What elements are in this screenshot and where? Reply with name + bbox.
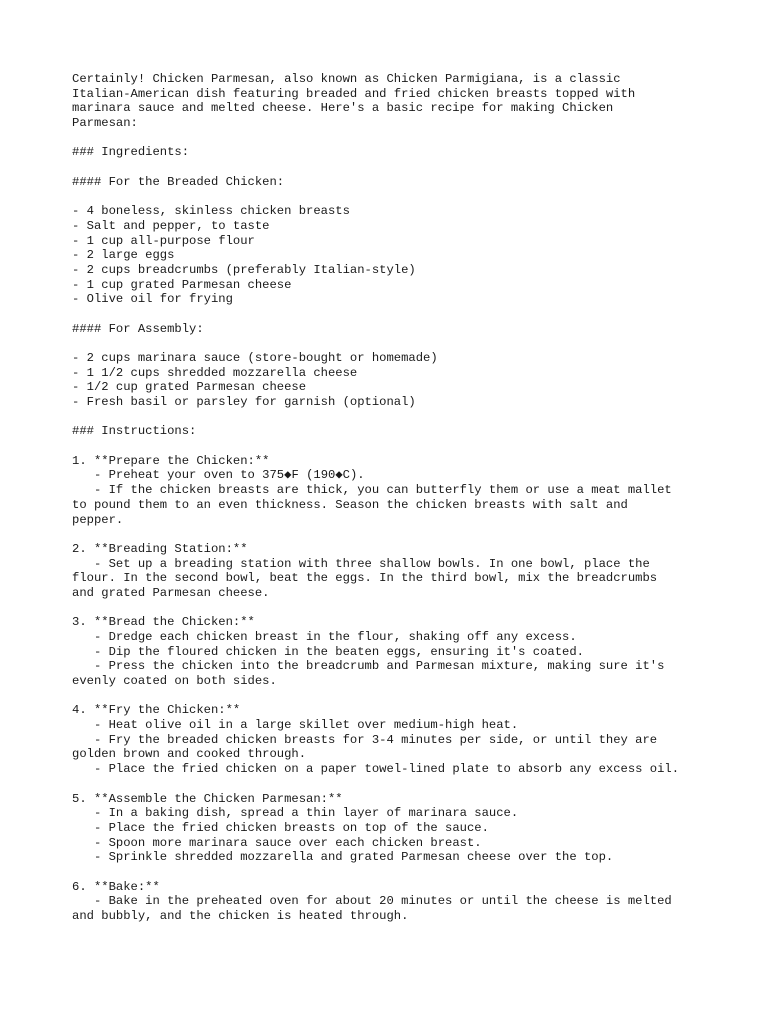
text-line: #### For Assembly:: [72, 321, 204, 336]
blank-line: [72, 410, 712, 425]
text-line: 2. **Breading Station:**: [72, 541, 248, 556]
text-line: - Bake in the preheated oven for about 20 minutes or until the cheese is melted: [72, 894, 672, 909]
text-line: - Olive oil for frying: [72, 292, 233, 307]
text-line: - 1 cup grated Parmesan cheese: [72, 277, 292, 292]
text-line: flour. In the second bowl, beat the eggs. In the third bowl, mix the breadcrumbs: [72, 571, 658, 586]
text-line: - Dredge each chicken breast in the flour, shaking off any excess.: [72, 629, 577, 644]
text-line: - Spoon more marinara sauce over each chicken breast.: [72, 835, 482, 850]
text-line: - If the chicken breasts are thick, you can butterfly them or use a meat mallet: [72, 483, 672, 498]
text-line: Certainly! Chicken Parmesan, also known as Chicken Parmigiana, is a classic: [72, 72, 621, 86]
blank-line: [72, 307, 712, 322]
blank-line: [72, 689, 712, 704]
text-line: 4. **Fry the Chicken:**: [72, 703, 241, 718]
text-line: - Press the chicken into the breadcrumb and Parmesan mixture, making sure it's: [72, 659, 665, 674]
text-line: - Salt and pepper, to taste: [72, 218, 270, 233]
blank-line: [72, 865, 712, 880]
text-line: - 2 cups breadcrumbs (preferably Italian-style): [72, 262, 416, 277]
blank-line: [72, 189, 712, 204]
text-line: Parmesan:: [72, 116, 138, 131]
text-line: - 2 large eggs: [72, 248, 175, 263]
text-line: - Dip the floured chicken in the beaten eggs, ensuring it's coated.: [72, 644, 584, 659]
text-line: evenly coated on both sides.: [72, 674, 277, 689]
text-line: marinara sauce and melted cheese. Here's a basic recipe for making Chicken: [72, 101, 614, 116]
text-line: - Sprinkle shredded mozzarella and grated Parmesan cheese over the top.: [72, 850, 614, 865]
text-line: golden brown and cooked through.: [72, 747, 307, 762]
blank-line: [72, 160, 712, 175]
blank-line: [72, 336, 712, 351]
text-line: - In a baking dish, spread a thin layer of marinara sauce.: [72, 806, 519, 821]
text-line: 3. **Bread the Chicken:**: [72, 615, 255, 630]
blank-line: [72, 527, 712, 542]
text-line: ### Instructions:: [72, 424, 197, 439]
text-line: #### For the Breaded Chicken:: [72, 174, 285, 189]
text-line: - Set up a breading station with three shallow bowls. In one bowl, place the: [72, 556, 650, 571]
text-line: - Fresh basil or parsley for garnish (optional): [72, 395, 416, 410]
text-line: - 1/2 cup grated Parmesan cheese: [72, 380, 307, 395]
blank-line: [72, 131, 712, 146]
text-line: - 1 cup all-purpose flour: [72, 233, 255, 248]
text-line: - 2 cups marinara sauce (store-bought or homemade): [72, 350, 438, 365]
text-line: ### Ingredients:: [72, 145, 190, 160]
text-line: 1. **Prepare the Chicken:**: [72, 453, 270, 468]
text-line: - Place the fried chicken on a paper towel-lined plate to absorb any excess oil.: [72, 762, 680, 777]
text-line: and grated Parmesan cheese.: [72, 585, 270, 600]
text-line: to pound them to an even thickness. Season the chicken breasts with salt and: [72, 497, 628, 512]
text-line: - Preheat your oven to 375◆F (190◆C).: [72, 468, 365, 483]
text-line: and bubbly, and the chicken is heated through.: [72, 909, 409, 923]
document-body: [72, 72, 712, 924]
text-line: 6. **Bake:**: [72, 879, 160, 894]
text-line: pepper.: [72, 512, 124, 527]
text-line: 5. **Assemble the Chicken Parmesan:**: [72, 791, 343, 806]
text-line: - 4 boneless, skinless chicken breasts: [72, 204, 350, 219]
text-line: - Heat olive oil in a large skillet over medium-high heat.: [72, 718, 519, 733]
text-line: Italian-American dish featuring breaded and fried chicken breasts topped with: [72, 86, 636, 101]
text-line: - Fry the breaded chicken breasts for 3-4 minutes per side, or until they are: [72, 732, 658, 747]
blank-line: [72, 439, 712, 454]
text-line: - Place the fried chicken breasts on top of the sauce.: [72, 820, 489, 835]
blank-line: [72, 777, 712, 792]
blank-line: [72, 601, 712, 616]
text-line: - 1 1/2 cups shredded mozzarella cheese: [72, 365, 358, 380]
